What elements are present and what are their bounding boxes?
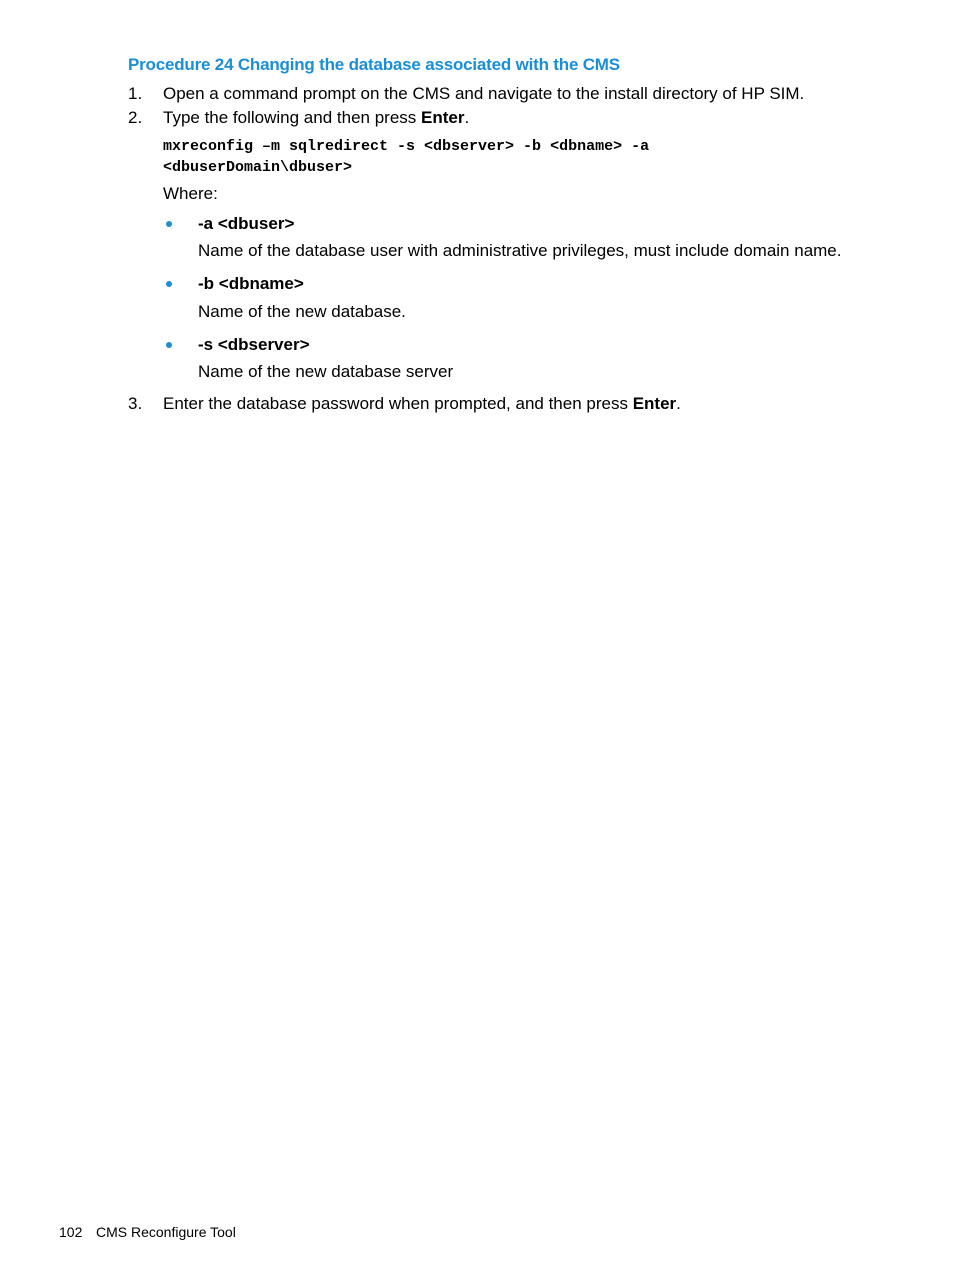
step-3-text-after: . xyxy=(676,394,681,413)
step-3-text-before: Enter the database password when prompted, and then press xyxy=(163,394,633,413)
bullet-icon xyxy=(166,221,172,227)
param-a-term: -a <dbuser> xyxy=(198,214,295,233)
bullet-icon xyxy=(166,281,172,287)
param-a-description: Name of the database user with administrative privileges, must include domain name. xyxy=(198,241,842,260)
step-1-number: 1. xyxy=(128,84,143,103)
bullet-icon xyxy=(166,342,172,348)
where-label: Where: xyxy=(163,184,218,203)
footer-page-number: 102 xyxy=(59,1224,83,1240)
param-s-description: Name of the new database server xyxy=(198,362,454,381)
step-3-number: 3. xyxy=(128,394,143,413)
step-2-text-before: Type the following and then press xyxy=(163,108,421,127)
step-2-key: Enter xyxy=(421,108,465,127)
param-s-term: -s <dbserver> xyxy=(198,335,310,354)
step-2-text-after: . xyxy=(464,108,470,127)
procedure-title: Procedure 24 Changing the database associated with the CMS xyxy=(128,55,620,74)
footer-section-title: CMS Reconfigure Tool xyxy=(96,1224,236,1240)
step-3-text xyxy=(163,393,681,415)
step-2-text xyxy=(163,107,469,129)
command-line-2: <dbuserDomain\dbuser> xyxy=(163,159,353,176)
param-b-term: -b <dbname> xyxy=(198,274,304,293)
command-line-1: mxreconfig –m sqlredirect -s <dbserver> -b <dbname> -a xyxy=(163,138,650,155)
param-b-description: Name of the new database. xyxy=(198,302,406,321)
step-2-number: 2. xyxy=(128,108,143,127)
step-3-key: Enter xyxy=(632,394,677,413)
step-1-text: Open a command prompt on the CMS and navigate to the install directory of HP SIM. xyxy=(163,84,805,103)
